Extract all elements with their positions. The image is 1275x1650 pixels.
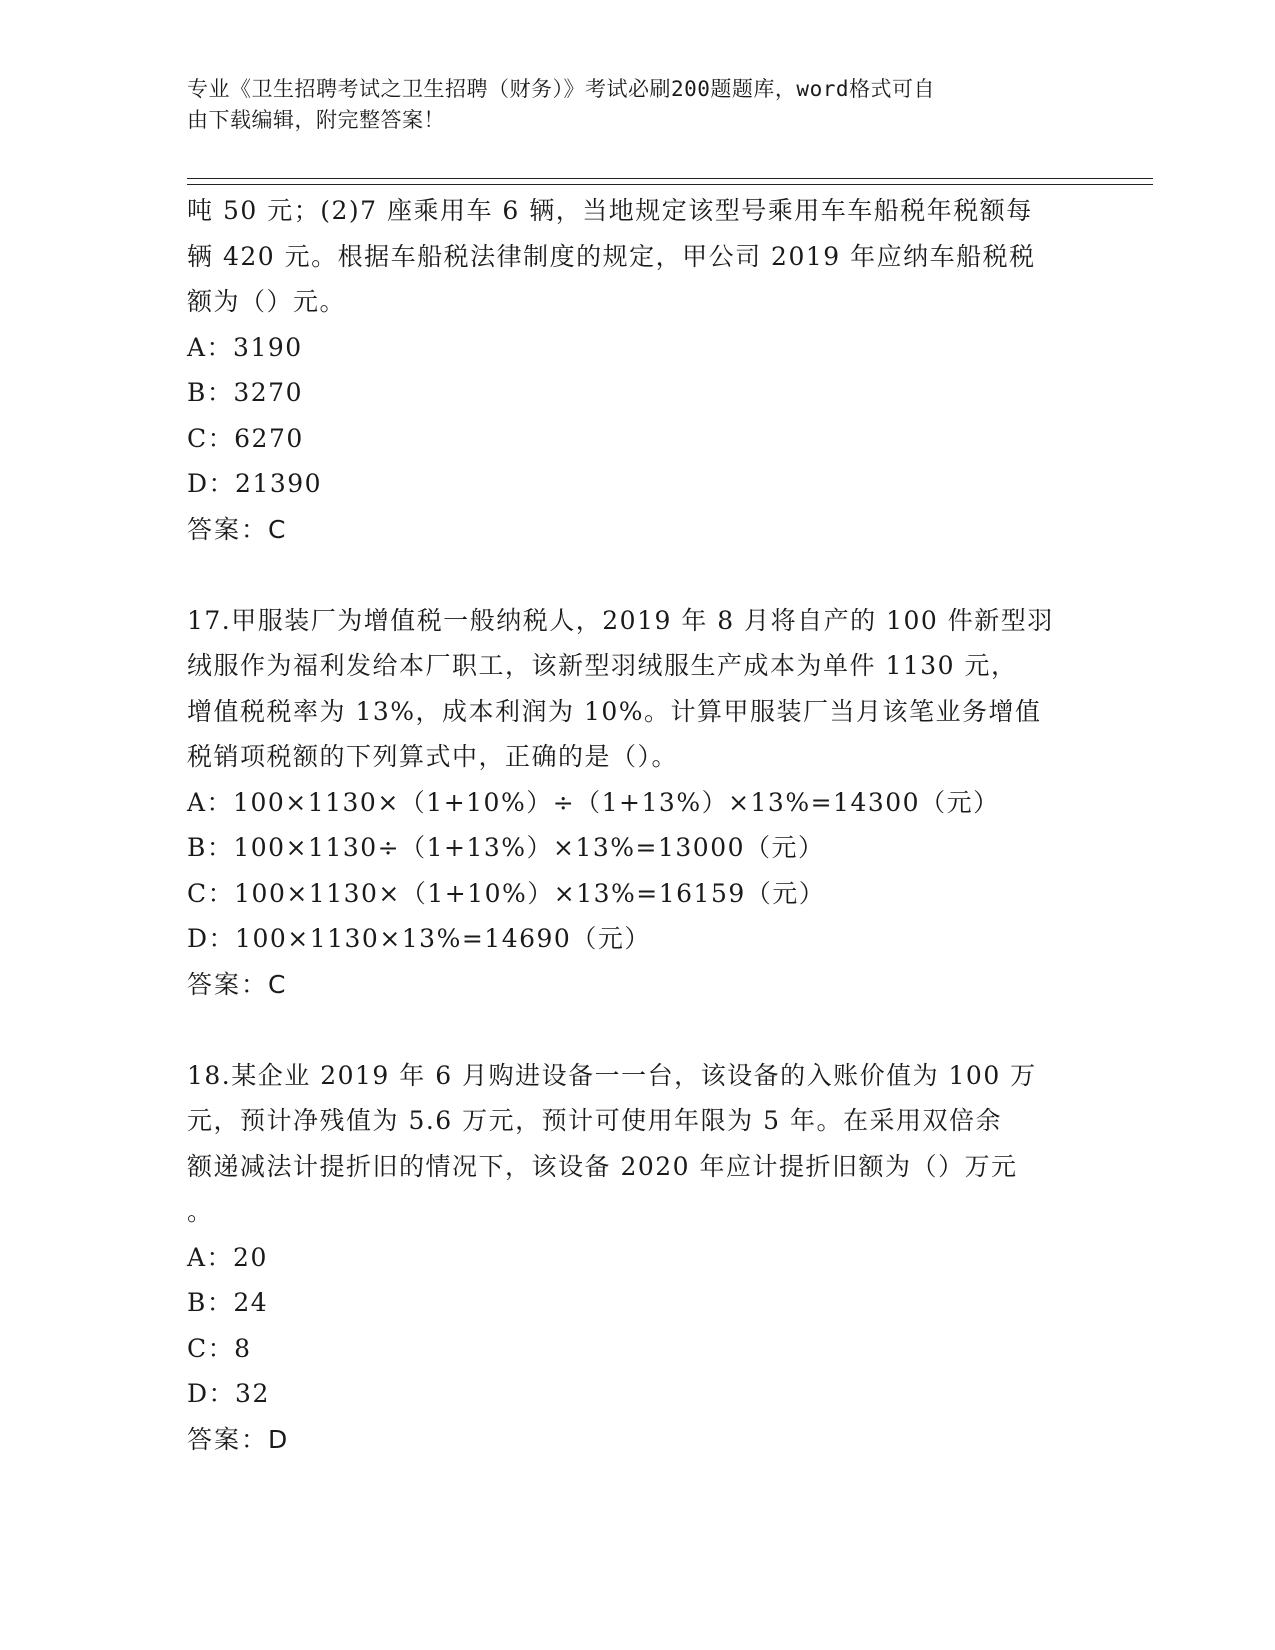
spacer	[187, 1007, 1087, 1053]
question-17-line-3: 增值税税率为 13%，成本利润为 10%。计算甲服装厂当月该笔业务增值	[187, 696, 1042, 726]
question-17-answer: 答案：C	[187, 969, 288, 999]
question-18-line-3: 额递减法计提折旧的情况下，该设备 2020 年应计提折旧额为（）万元	[187, 1151, 1018, 1181]
question-16-option-a: A：3190	[187, 332, 303, 362]
question-16-line-2: 辆 420 元。根据车船税法律制度的规定，甲公司 2019 年应纳车船税税	[187, 241, 1036, 271]
question-16-answer: 答案：C	[187, 514, 288, 544]
question-16-option-d: D：21390	[187, 469, 323, 498]
spacer	[187, 552, 1087, 598]
header-line-1: 专业《卫生招聘考试之卫生招聘（财务）》考试必刷200题题库，word格式可自	[187, 77, 935, 101]
question-18-option-c: C：8	[187, 1333, 252, 1363]
question-17-option-c: C：100×1130×（1+10%）×13%=16159（元）	[187, 878, 826, 908]
question-16	[187, 188, 1087, 552]
question-17-option-b: B：100×1130÷（1+13%）×13%=13000（元）	[187, 833, 825, 862]
question-17-line-1: 17.甲服装厂为增值税一般纳税人，2019 年 8 月将自产的 100 件新型羽	[187, 605, 1054, 635]
question-18-option-d: D：32	[187, 1379, 270, 1408]
question-17-line-2: 绒服作为福利发给本厂职工，该新型羽绒服生产成本为单件 1130 元，	[187, 651, 1018, 680]
question-17-option-a: A：100×1130×（1+10%）÷（1+13%）×13%=14300（元）	[187, 787, 1000, 817]
question-18-option-b: B：24	[187, 1288, 269, 1317]
question-18-line-1: 18.某企业 2019 年 6 月购进设备一一台，该设备的入账价值为 100 万	[187, 1060, 1037, 1090]
header-divider-top	[187, 178, 1153, 179]
question-18-option-a: A：20	[187, 1242, 268, 1272]
question-18-line-2: 元，预计净残值为 5.6 万元，预计可使用年限为 5 年。在采用双倍余	[187, 1106, 1002, 1135]
question-16-option-c: C：6270	[187, 423, 304, 453]
question-16-line-3: 额为（）元。	[187, 287, 347, 316]
question-18	[187, 1053, 1087, 1463]
question-content	[187, 188, 1087, 1462]
question-18-answer: 答案：D	[187, 1424, 290, 1454]
header-line-2: 由下载编辑，附完整答案！	[187, 108, 445, 132]
header-divider-bottom	[187, 184, 1153, 185]
question-17-line-4: 税销项税额的下列算式中，正确的是（）。	[187, 742, 679, 771]
question-16-option-b: B：3270	[187, 378, 303, 407]
question-17-option-d: D：100×1130×13%=14690（元）	[187, 924, 651, 953]
question-17	[187, 598, 1087, 1008]
document-header	[187, 74, 1067, 136]
question-16-line-1: 吨 50 元；(2)7 座乘用车 6 辆，当地规定该型号乘用车车船税年税额每	[187, 196, 1033, 225]
question-18-line-4: 。	[187, 1197, 214, 1226]
